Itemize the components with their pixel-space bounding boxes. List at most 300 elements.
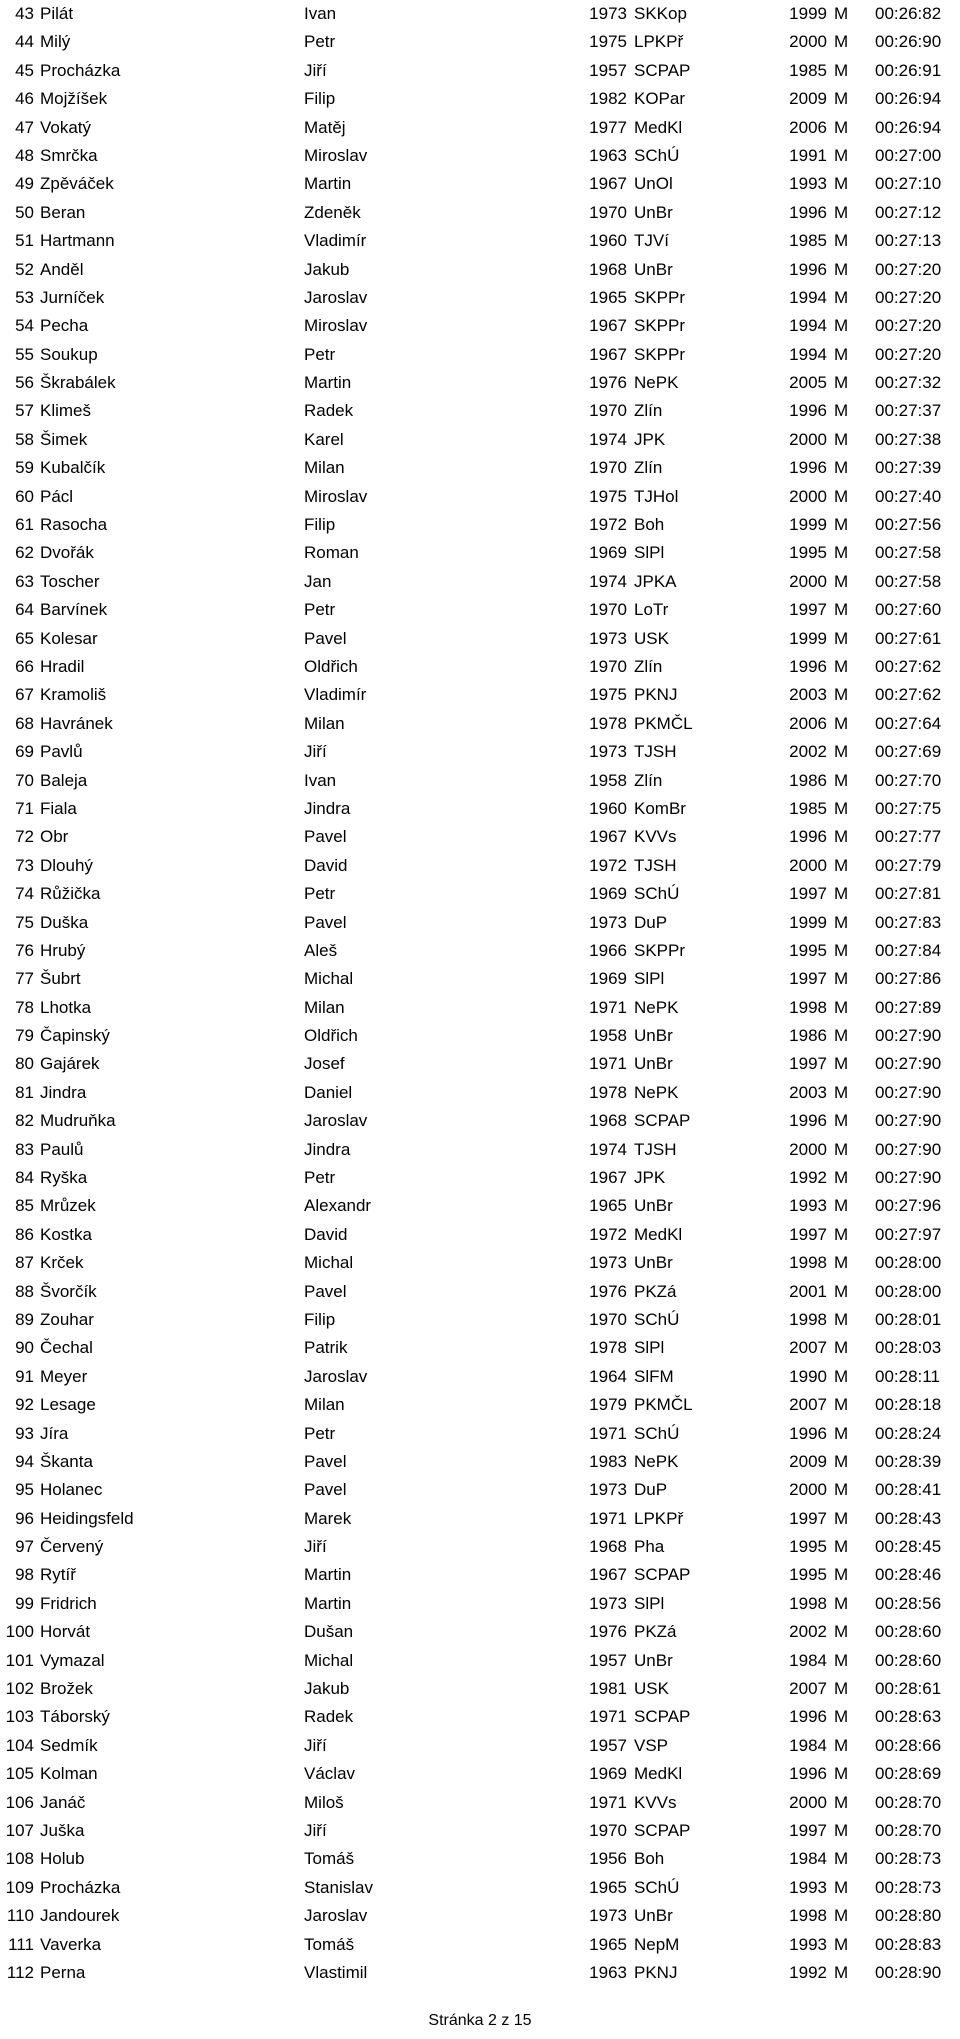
club-cell: SlPl xyxy=(634,969,665,989)
registration-year-cell: 1998 xyxy=(789,1253,827,1273)
birth-year-cell: 1976 xyxy=(589,1622,627,1642)
rank-cell: 57 xyxy=(15,401,34,421)
birth-year-cell: 1971 xyxy=(589,1054,627,1074)
last-name-cell: Hartmann xyxy=(40,231,115,251)
registration-year-cell: 1999 xyxy=(789,515,827,535)
birth-year-cell: 1967 xyxy=(589,827,627,847)
birth-year-cell: 1971 xyxy=(589,1508,627,1528)
registration-year-cell: 1994 xyxy=(789,287,827,307)
registration-year-cell: 2006 xyxy=(789,117,827,137)
registration-year-cell: 1998 xyxy=(789,1309,827,1329)
birth-year-cell: 1981 xyxy=(589,1679,627,1699)
club-cell: UnBr xyxy=(634,259,673,279)
category-cell: M xyxy=(834,628,849,648)
club-cell: SChÚ xyxy=(634,145,680,165)
club-cell: UnBr xyxy=(634,202,673,222)
birth-year-cell: 1974 xyxy=(589,571,627,591)
time-cell: 00:28:60 xyxy=(875,1650,942,1670)
rank-cell: 67 xyxy=(15,685,34,705)
category-cell: M xyxy=(834,401,849,421)
table-row xyxy=(0,710,960,738)
rank-cell: 53 xyxy=(15,287,34,307)
rank-cell: 91 xyxy=(15,1366,34,1386)
time-cell: 00:28:63 xyxy=(875,1707,942,1727)
registration-year-cell: 1995 xyxy=(789,543,827,563)
last-name-cell: Kubalčík xyxy=(40,458,106,478)
last-name-cell: Rytíř xyxy=(40,1565,76,1585)
category-cell: M xyxy=(834,1480,849,1500)
last-name-cell: Vaverka xyxy=(40,1934,102,1954)
first-name-cell: Pavel xyxy=(304,1281,347,1301)
first-name-cell: Jakub xyxy=(304,259,350,279)
category-cell: M xyxy=(834,884,849,904)
table-row xyxy=(0,312,960,340)
time-cell: 00:27:00 xyxy=(875,145,942,165)
category-cell: M xyxy=(834,373,849,393)
birth-year-cell: 1973 xyxy=(589,4,627,23)
table-row xyxy=(0,1192,960,1220)
table-row xyxy=(0,1703,960,1731)
club-cell: Zlín xyxy=(634,401,663,421)
category-cell: M xyxy=(834,4,849,23)
first-name-cell: Michal xyxy=(304,1253,354,1273)
table-row xyxy=(0,341,960,369)
last-name-cell: Mojžíšek xyxy=(40,89,108,109)
first-name-cell: David xyxy=(304,855,348,875)
registration-year-cell: 1984 xyxy=(789,1735,827,1755)
registration-year-cell: 1996 xyxy=(789,202,827,222)
rank-cell: 65 xyxy=(15,628,34,648)
first-name-cell: Tomáš xyxy=(304,1849,355,1869)
rank-cell: 60 xyxy=(15,486,34,506)
time-cell: 00:28:70 xyxy=(875,1792,942,1812)
birth-year-cell: 1971 xyxy=(589,997,627,1017)
first-name-cell: Alexandr xyxy=(304,1196,372,1216)
category-cell: M xyxy=(834,1451,849,1471)
first-name-cell: Oldřich xyxy=(304,656,358,676)
birth-year-cell: 1970 xyxy=(589,401,627,421)
first-name-cell: Radek xyxy=(304,1707,354,1727)
club-cell: Boh xyxy=(634,1849,665,1869)
first-name-cell: Matěj xyxy=(304,117,346,137)
club-cell: PKNJ xyxy=(634,685,678,705)
last-name-cell: Baleja xyxy=(40,770,88,790)
club-cell: KVVs xyxy=(634,1792,677,1812)
last-name-cell: Růžička xyxy=(40,884,101,904)
table-row xyxy=(0,0,960,28)
category-cell: M xyxy=(834,1338,849,1358)
last-name-cell: Holanec xyxy=(40,1480,103,1500)
last-name-cell: Juška xyxy=(40,1821,85,1840)
first-name-cell: Milan xyxy=(304,713,345,733)
club-cell: LPKPř xyxy=(634,1508,684,1528)
category-cell: M xyxy=(834,1224,849,1244)
category-cell: M xyxy=(834,259,849,279)
category-cell: M xyxy=(834,287,849,307)
birth-year-cell: 1969 xyxy=(589,1764,627,1784)
category-cell: M xyxy=(834,855,849,875)
category-cell: M xyxy=(834,117,849,137)
registration-year-cell: 2006 xyxy=(789,713,827,733)
birth-year-cell: 1957 xyxy=(589,1735,627,1755)
club-cell: SlFM xyxy=(634,1366,674,1386)
club-cell: UnBr xyxy=(634,1650,673,1670)
category-cell: M xyxy=(834,997,849,1017)
registration-year-cell: 2009 xyxy=(789,1451,827,1471)
time-cell: 00:27:60 xyxy=(875,600,942,620)
last-name-cell: Dvořák xyxy=(40,543,94,563)
birth-year-cell: 1978 xyxy=(589,1338,627,1358)
registration-year-cell: 2000 xyxy=(789,855,827,875)
table-row xyxy=(0,539,960,567)
table-row xyxy=(0,227,960,255)
birth-year-cell: 1970 xyxy=(589,1309,627,1329)
birth-year-cell: 1956 xyxy=(589,1849,627,1869)
last-name-cell: Krček xyxy=(40,1253,84,1273)
birth-year-cell: 1974 xyxy=(589,429,627,449)
registration-year-cell: 1997 xyxy=(789,1054,827,1074)
club-cell: UnBr xyxy=(634,1196,673,1216)
club-cell: TJSH xyxy=(634,1139,677,1159)
category-cell: M xyxy=(834,316,849,336)
rank-cell: 71 xyxy=(15,798,34,818)
rank-cell: 97 xyxy=(15,1537,34,1557)
registration-year-cell: 2001 xyxy=(789,1281,827,1301)
time-cell: 00:27:37 xyxy=(875,401,942,421)
table-row xyxy=(0,795,960,823)
time-cell: 00:27:40 xyxy=(875,486,942,506)
time-cell: 00:28:46 xyxy=(875,1565,942,1585)
registration-year-cell: 2009 xyxy=(789,89,827,109)
first-name-cell: Michal xyxy=(304,1650,354,1670)
last-name-cell: Jurníček xyxy=(40,287,105,307)
birth-year-cell: 1965 xyxy=(589,1934,627,1954)
rank-cell: 58 xyxy=(15,429,34,449)
table-row xyxy=(0,85,960,113)
birth-year-cell: 1968 xyxy=(589,1111,627,1131)
time-cell: 00:28:66 xyxy=(875,1735,942,1755)
time-cell: 00:28:00 xyxy=(875,1253,942,1273)
time-cell: 00:27:81 xyxy=(875,884,942,904)
table-row xyxy=(0,1590,960,1618)
rank-cell: 99 xyxy=(15,1593,34,1613)
last-name-cell: Hrubý xyxy=(40,940,86,960)
last-name-cell: Beran xyxy=(40,202,86,222)
category-cell: M xyxy=(834,798,849,818)
birth-year-cell: 1968 xyxy=(589,259,627,279)
last-name-cell: Čechal xyxy=(40,1338,93,1358)
registration-year-cell: 1997 xyxy=(789,1508,827,1528)
table-row xyxy=(0,483,960,511)
category-cell: M xyxy=(834,486,849,506)
table-row xyxy=(0,1420,960,1448)
birth-year-cell: 1967 xyxy=(589,344,627,364)
rank-cell: 54 xyxy=(15,316,34,336)
registration-year-cell: 2003 xyxy=(789,685,827,705)
time-cell: 00:26:94 xyxy=(875,89,942,109)
registration-year-cell: 2000 xyxy=(789,429,827,449)
rank-cell: 55 xyxy=(15,344,34,364)
table-row xyxy=(0,1732,960,1760)
birth-year-cell: 1975 xyxy=(589,685,627,705)
last-name-cell: Milý xyxy=(40,32,71,52)
rank-cell: 80 xyxy=(15,1054,34,1074)
category-cell: M xyxy=(834,1111,849,1131)
registration-year-cell: 1992 xyxy=(789,1962,827,1982)
rank-cell: 104 xyxy=(5,1735,34,1755)
table-row xyxy=(0,937,960,965)
time-cell: 00:27:70 xyxy=(875,770,942,790)
birth-year-cell: 1970 xyxy=(589,600,627,620)
club-cell: LPKPř xyxy=(634,32,684,52)
table-row xyxy=(0,511,960,539)
table-row xyxy=(0,965,960,993)
category-cell: M xyxy=(834,344,849,364)
table-row xyxy=(0,852,960,880)
category-cell: M xyxy=(834,1026,849,1046)
registration-year-cell: 2000 xyxy=(789,1480,827,1500)
birth-year-cell: 1978 xyxy=(589,1082,627,1102)
rank-cell: 107 xyxy=(5,1821,34,1840)
first-name-cell: Jindra xyxy=(304,798,351,818)
registration-year-cell: 1996 xyxy=(789,458,827,478)
birth-year-cell: 1972 xyxy=(589,1224,627,1244)
table-row xyxy=(0,1647,960,1675)
birth-year-cell: 1971 xyxy=(589,1707,627,1727)
table-row xyxy=(0,397,960,425)
time-cell: 00:27:90 xyxy=(875,1026,942,1046)
registration-year-cell: 1999 xyxy=(789,628,827,648)
category-cell: M xyxy=(834,1906,849,1926)
table-row xyxy=(0,1278,960,1306)
table-row xyxy=(0,1789,960,1817)
club-cell: NepM xyxy=(634,1934,680,1954)
rank-cell: 72 xyxy=(15,827,34,847)
rank-cell: 64 xyxy=(15,600,34,620)
table-row xyxy=(0,681,960,709)
registration-year-cell: 1997 xyxy=(789,969,827,989)
registration-year-cell: 1996 xyxy=(789,259,827,279)
category-cell: M xyxy=(834,1281,849,1301)
club-cell: KVVs xyxy=(634,827,677,847)
last-name-cell: Duška xyxy=(40,912,89,932)
category-cell: M xyxy=(834,969,849,989)
club-cell: Zlín xyxy=(634,458,663,478)
club-cell: NePK xyxy=(634,1451,679,1471)
last-name-cell: Pecha xyxy=(40,316,89,336)
club-cell: TJHol xyxy=(634,486,679,506)
time-cell: 00:27:62 xyxy=(875,685,942,705)
time-cell: 00:28:70 xyxy=(875,1821,942,1840)
club-cell: Boh xyxy=(634,515,665,535)
first-name-cell: Filip xyxy=(304,1309,336,1329)
rank-cell: 95 xyxy=(15,1480,34,1500)
first-name-cell: Ivan xyxy=(304,4,337,23)
time-cell: 00:27:32 xyxy=(875,373,942,393)
table-row xyxy=(0,653,960,681)
registration-year-cell: 1993 xyxy=(789,1934,827,1954)
first-name-cell: Martin xyxy=(304,1565,352,1585)
first-name-cell: Roman xyxy=(304,543,359,563)
last-name-cell: Holub xyxy=(40,1849,85,1869)
last-name-cell: Kolman xyxy=(40,1764,98,1784)
category-cell: M xyxy=(834,571,849,591)
last-name-cell: Jandourek xyxy=(40,1906,120,1926)
last-name-cell: Fiala xyxy=(40,798,77,818)
registration-year-cell: 1985 xyxy=(789,231,827,251)
club-cell: Zlín xyxy=(634,770,663,790)
time-cell: 00:27:58 xyxy=(875,571,942,591)
registration-year-cell: 2005 xyxy=(789,373,827,393)
registration-year-cell: 1993 xyxy=(789,1877,827,1897)
rank-cell: 68 xyxy=(15,713,34,733)
rank-cell: 46 xyxy=(15,89,34,109)
category-cell: M xyxy=(834,1054,849,1074)
club-cell: VSP xyxy=(634,1735,669,1755)
registration-year-cell: 2003 xyxy=(789,1082,827,1102)
category-cell: M xyxy=(834,1395,849,1415)
first-name-cell: Marek xyxy=(304,1508,352,1528)
last-name-cell: Šimek xyxy=(40,429,88,449)
birth-year-cell: 1976 xyxy=(589,1281,627,1301)
last-name-cell: Jíra xyxy=(40,1423,69,1443)
rank-cell: 110 xyxy=(6,1906,34,1926)
table-row xyxy=(0,426,960,454)
club-cell: SChÚ xyxy=(634,1877,680,1897)
first-name-cell: Petr xyxy=(304,1423,336,1443)
table-row xyxy=(0,1164,960,1192)
category-cell: M xyxy=(834,600,849,620)
birth-year-cell: 1966 xyxy=(589,940,627,960)
rank-cell: 56 xyxy=(15,373,34,393)
category-cell: M xyxy=(834,1934,849,1954)
category-cell: M xyxy=(834,940,849,960)
birth-year-cell: 1967 xyxy=(589,174,627,194)
club-cell: PKMČL xyxy=(634,713,693,733)
registration-year-cell: 1996 xyxy=(789,656,827,676)
rank-cell: 98 xyxy=(15,1565,34,1585)
birth-year-cell: 1967 xyxy=(589,1168,627,1188)
club-cell: NePK xyxy=(634,373,679,393)
rank-cell: 48 xyxy=(15,145,34,165)
time-cell: 00:27:64 xyxy=(875,713,942,733)
time-cell: 00:27:38 xyxy=(875,429,942,449)
rank-cell: 94 xyxy=(15,1451,34,1471)
category-cell: M xyxy=(834,429,849,449)
time-cell: 00:27:39 xyxy=(875,458,942,478)
club-cell: MedKl xyxy=(634,1764,683,1784)
first-name-cell: Jindra xyxy=(304,1139,351,1159)
last-name-cell: Meyer xyxy=(40,1366,88,1386)
first-name-cell: Pavel xyxy=(304,912,347,932)
first-name-cell: Pavel xyxy=(304,628,347,648)
last-name-cell: Škrabálek xyxy=(40,373,116,393)
category-cell: M xyxy=(834,1792,849,1812)
registration-year-cell: 1996 xyxy=(789,1707,827,1727)
time-cell: 00:26:94 xyxy=(875,117,942,137)
club-cell: PKZá xyxy=(634,1281,677,1301)
first-name-cell: Jaroslav xyxy=(304,1111,368,1131)
table-row xyxy=(0,625,960,653)
registration-year-cell: 1995 xyxy=(789,940,827,960)
category-cell: M xyxy=(834,1707,849,1727)
table-row xyxy=(0,568,960,596)
table-row xyxy=(0,1817,960,1845)
registration-year-cell: 2000 xyxy=(789,571,827,591)
birth-year-cell: 1970 xyxy=(589,1821,627,1840)
club-cell: TJSH xyxy=(634,855,677,875)
registration-year-cell: 1997 xyxy=(789,884,827,904)
last-name-cell: Rasocha xyxy=(40,515,108,535)
first-name-cell: Miloš xyxy=(304,1792,344,1812)
birth-year-cell: 1977 xyxy=(589,117,627,137)
last-name-cell: Pavlů xyxy=(40,742,83,762)
time-cell: 00:28:43 xyxy=(875,1508,942,1528)
rank-cell: 81 xyxy=(15,1082,34,1102)
first-name-cell: Josef xyxy=(304,1054,345,1074)
last-name-cell: Zouhar xyxy=(40,1309,94,1329)
club-cell: PKMČL xyxy=(634,1395,693,1415)
club-cell: NePK xyxy=(634,1082,679,1102)
rank-cell: 84 xyxy=(15,1168,34,1188)
rank-cell: 45 xyxy=(15,60,34,80)
club-cell: UnBr xyxy=(634,1253,673,1273)
category-cell: M xyxy=(834,543,849,563)
birth-year-cell: 1973 xyxy=(589,1906,627,1926)
last-name-cell: Mudruňka xyxy=(40,1111,116,1131)
table-row xyxy=(0,256,960,284)
rank-cell: 92 xyxy=(15,1395,34,1415)
birth-year-cell: 1957 xyxy=(589,1650,627,1670)
time-cell: 00:28:01 xyxy=(875,1309,942,1329)
table-row xyxy=(0,199,960,227)
birth-year-cell: 1970 xyxy=(589,458,627,478)
registration-year-cell: 1985 xyxy=(789,60,827,80)
time-cell: 00:27:90 xyxy=(875,1168,942,1188)
rank-cell: 47 xyxy=(15,117,34,137)
table-row xyxy=(0,738,960,766)
registration-year-cell: 2002 xyxy=(789,742,827,762)
category-cell: M xyxy=(834,1679,849,1699)
first-name-cell: Miroslav xyxy=(304,316,368,336)
category-cell: M xyxy=(834,1366,849,1386)
birth-year-cell: 1965 xyxy=(589,1196,627,1216)
first-name-cell: Jiří xyxy=(304,1537,327,1557)
category-cell: M xyxy=(834,515,849,535)
time-cell: 00:27:90 xyxy=(875,1082,942,1102)
rank-cell: 61 xyxy=(15,515,34,535)
club-cell: PKZá xyxy=(634,1622,677,1642)
last-name-cell: Klimeš xyxy=(40,401,92,421)
registration-year-cell: 1996 xyxy=(789,1423,827,1443)
time-cell: 00:28:60 xyxy=(875,1622,942,1642)
time-cell: 00:27:77 xyxy=(875,827,942,847)
last-name-cell: Horvát xyxy=(40,1622,91,1642)
birth-year-cell: 1976 xyxy=(589,373,627,393)
table-row xyxy=(0,142,960,170)
last-name-cell: Čapinský xyxy=(40,1026,110,1046)
time-cell: 00:26:91 xyxy=(875,60,942,80)
category-cell: M xyxy=(834,1821,849,1840)
rank-cell: 88 xyxy=(15,1281,34,1301)
time-cell: 00:27:84 xyxy=(875,940,942,960)
table-row xyxy=(0,1533,960,1561)
table-row xyxy=(0,880,960,908)
table-row xyxy=(0,1221,960,1249)
birth-year-cell: 1973 xyxy=(589,628,627,648)
table-row xyxy=(0,767,960,795)
category-cell: M xyxy=(834,1622,849,1642)
